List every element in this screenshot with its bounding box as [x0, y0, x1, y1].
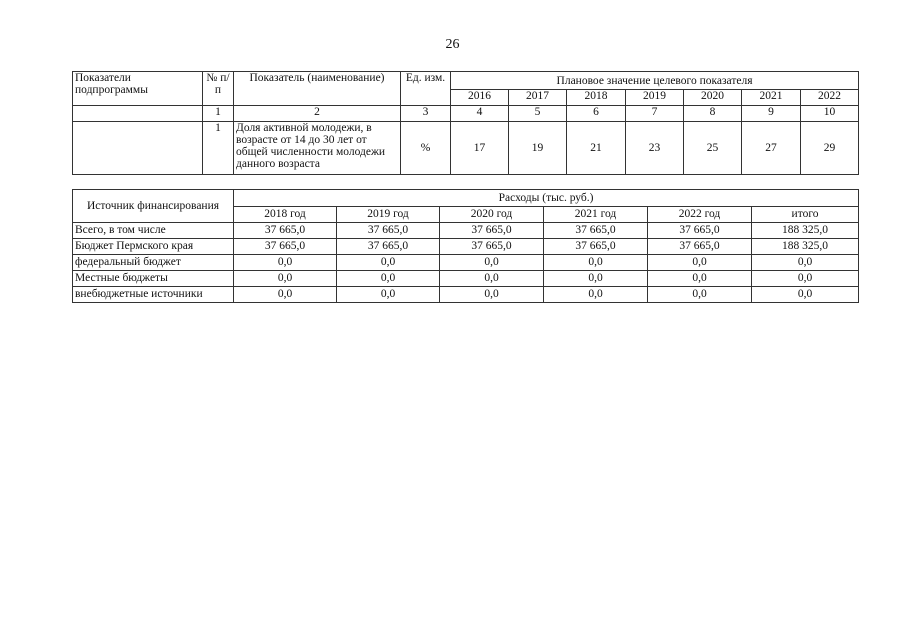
- funding-source: федеральный бюджет: [73, 255, 234, 271]
- table-row: [73, 223, 859, 239]
- expense-value: 0,0: [234, 255, 337, 271]
- expense-value: 37 665,0: [648, 223, 752, 239]
- year-header: 2022: [801, 90, 859, 106]
- expense-total: 0,0: [752, 271, 859, 287]
- indicator-value: 27: [742, 122, 801, 175]
- header-indicator-name: Показатель (наименование): [234, 72, 401, 106]
- indicator-name: Доля активной молодежи, в возрасте от 14 до 30 лет от общей численности молодежи данного возраста: [234, 122, 401, 175]
- row-number: 1: [203, 122, 234, 175]
- expense-total: 188 325,0: [752, 223, 859, 239]
- indicator-value: 29: [801, 122, 859, 175]
- indicator-value: 25: [684, 122, 742, 175]
- finance-column-header: 2022 год: [648, 207, 752, 223]
- table-row: [73, 287, 859, 303]
- expense-value: 0,0: [544, 287, 648, 303]
- expense-total: 0,0: [752, 255, 859, 271]
- funding-source: Бюджет Пермского края: [73, 239, 234, 255]
- indicator-unit: %: [401, 122, 451, 175]
- finance-column-header: итого: [752, 207, 859, 223]
- column-number: 8: [684, 106, 742, 122]
- expense-value: 0,0: [337, 287, 440, 303]
- expense-value: 0,0: [234, 287, 337, 303]
- column-number: 10: [801, 106, 859, 122]
- expense-value: 37 665,0: [337, 239, 440, 255]
- header-subprogram: Показатели подпрограммы: [73, 72, 203, 106]
- column-number: 1: [203, 106, 234, 122]
- expense-value: 37 665,0: [544, 223, 648, 239]
- year-header: 2021: [742, 90, 801, 106]
- finance-table: [72, 189, 859, 303]
- expense-value: 0,0: [544, 255, 648, 271]
- expense-value: 37 665,0: [440, 239, 544, 255]
- indicator-value: 23: [626, 122, 684, 175]
- funding-source: Всего, в том числе: [73, 223, 234, 239]
- expense-total: 188 325,0: [752, 239, 859, 255]
- table-row: [73, 122, 859, 175]
- year-header: 2016: [451, 90, 509, 106]
- expense-value: 0,0: [648, 287, 752, 303]
- column-number: 4: [451, 106, 509, 122]
- expense-value: 37 665,0: [440, 223, 544, 239]
- header-num: № п/п: [203, 72, 234, 106]
- finance-column-header: 2020 год: [440, 207, 544, 223]
- page-number: 26: [445, 37, 460, 52]
- header-expenses: Расходы (тыс. руб.): [234, 190, 859, 207]
- expense-value: 37 665,0: [544, 239, 648, 255]
- expense-value: 0,0: [648, 255, 752, 271]
- expense-value: 37 665,0: [648, 239, 752, 255]
- expense-value: 0,0: [440, 287, 544, 303]
- year-header: 2017: [509, 90, 567, 106]
- expense-value: 0,0: [440, 255, 544, 271]
- column-number: 5: [509, 106, 567, 122]
- year-header: 2020: [684, 90, 742, 106]
- expense-value: 0,0: [234, 271, 337, 287]
- funding-source: Местные бюджеты: [73, 271, 234, 287]
- header-unit: Ед. изм.: [401, 72, 451, 106]
- finance-column-header: 2019 год: [337, 207, 440, 223]
- column-number: 3: [401, 106, 451, 122]
- expense-value: 0,0: [337, 271, 440, 287]
- table-row: [73, 271, 859, 287]
- column-number: 2: [234, 106, 401, 122]
- indicators-table: [72, 71, 859, 175]
- indicator-value: 19: [509, 122, 567, 175]
- expense-value: 37 665,0: [234, 239, 337, 255]
- expense-value: 0,0: [337, 255, 440, 271]
- indicator-value: 21: [567, 122, 626, 175]
- funding-source: внебюджетные источники: [73, 287, 234, 303]
- subprogram-cell: [73, 122, 203, 175]
- table-row: [73, 239, 859, 255]
- column-number-cell: [73, 106, 203, 122]
- column-number: 7: [626, 106, 684, 122]
- expense-total: 0,0: [752, 287, 859, 303]
- header-planned-value: Плановое значение целевого показателя: [451, 72, 859, 90]
- expense-value: 37 665,0: [337, 223, 440, 239]
- table-row: [73, 255, 859, 271]
- indicator-value: 17: [451, 122, 509, 175]
- expense-value: 0,0: [544, 271, 648, 287]
- year-header: 2018: [567, 90, 626, 106]
- finance-column-header: 2018 год: [234, 207, 337, 223]
- expense-value: 0,0: [648, 271, 752, 287]
- expense-value: 37 665,0: [234, 223, 337, 239]
- expense-value: 0,0: [440, 271, 544, 287]
- header-funding-source: Источник финансирования: [73, 190, 234, 223]
- finance-column-header: 2021 год: [544, 207, 648, 223]
- column-number: 9: [742, 106, 801, 122]
- year-header: 2019: [626, 90, 684, 106]
- column-number: 6: [567, 106, 626, 122]
